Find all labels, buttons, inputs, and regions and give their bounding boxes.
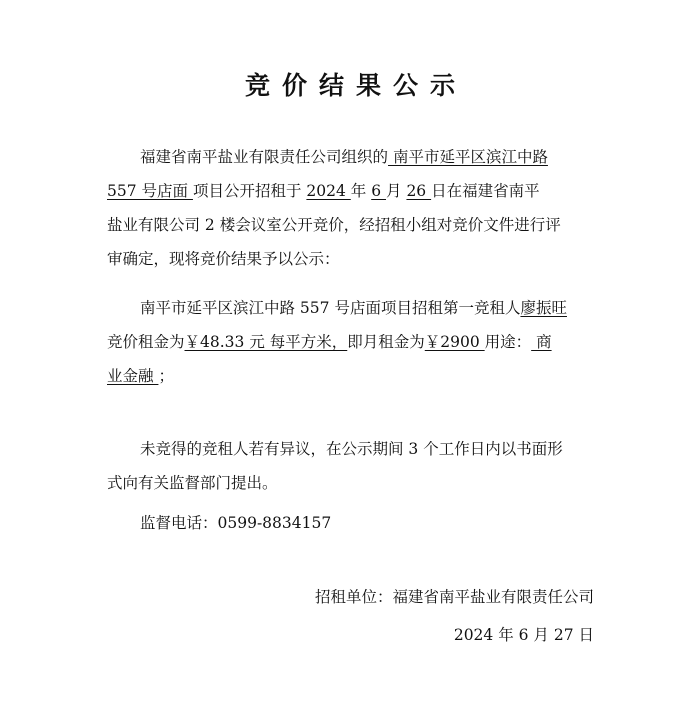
issue-date: 2024 年 6 月 27 日	[453, 626, 594, 644]
monthly-rent: ￥2900	[424, 333, 485, 351]
para1-text: 福建省南平盐业有限责任公司组织的	[140, 148, 389, 166]
para2-text: 南平市延平区滨江中路 557 号店面项目招租第一竞租人	[140, 299, 521, 317]
auction-month: 6	[371, 182, 386, 200]
para3-line2: 式向有关监督部门提出。	[107, 474, 278, 492]
phone-line: 监督电话：0599-8834157	[140, 514, 332, 532]
para1-text: 月	[386, 182, 407, 200]
auction-year: 2024	[306, 182, 351, 200]
usage-part1: 商	[531, 333, 552, 351]
page-title: 竞价结果公示	[244, 71, 467, 100]
para1-text: 年	[350, 182, 372, 200]
para1-text: 日在福建省南平	[431, 182, 540, 200]
para2-line3	[107, 359, 607, 393]
para3-line1: 未竞得的竞租人若有异议，在公示期间 3 个工作日内以书面形	[140, 440, 563, 458]
para1-line4: 审确定，现将竞价结果予以公示：	[107, 250, 340, 268]
para1-line2	[107, 174, 607, 208]
para2-line1	[140, 291, 640, 325]
para1-line3: 盐业有限公司 2 楼会议室公开竞价，经招租小组对竞价文件进行评	[107, 216, 561, 234]
para1-text: 项目公开招租于	[192, 182, 307, 200]
para2-text: 即月租金为	[347, 333, 425, 351]
winner-name: 廖振旺	[520, 299, 567, 317]
para2-text: 用途：	[484, 333, 532, 351]
project-location: 南平市延平区滨江中路	[388, 148, 548, 166]
auction-day: 26	[406, 182, 432, 200]
unit-price: ￥48.33 元 每平方米，	[184, 333, 348, 351]
project-shop-number: 557 号店面	[107, 182, 193, 200]
para1-line1	[140, 140, 640, 174]
para2-text: ；	[158, 367, 174, 385]
issuer-unit: 招租单位：福建省南平盐业有限责任公司	[314, 588, 594, 606]
para2-text: 竞价租金为	[107, 333, 185, 351]
usage-part2: 业金融	[107, 367, 159, 385]
para2-line2	[107, 325, 607, 359]
